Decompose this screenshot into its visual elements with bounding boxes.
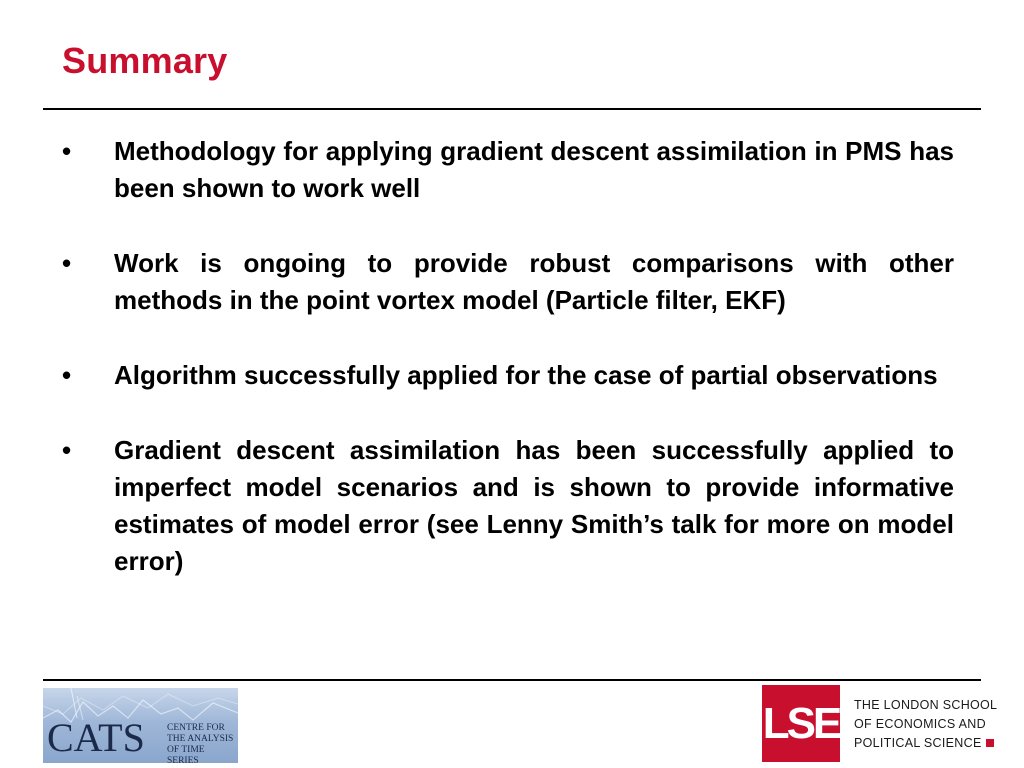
lse-line-3-text: POLITICAL SCIENCE: [854, 736, 982, 750]
bullet-marker: •: [62, 360, 72, 390]
cats-full-name: [167, 723, 237, 763]
cats-line-2: THE ANALYSIS: [167, 734, 234, 744]
bullet-text: Gradient descent assimilation has been successfully applied to imperfect model scenarios and is shown to provide informative estimates of model error (see Lenny Smith’s talk for more on model error): [114, 435, 954, 576]
list-item: [62, 432, 954, 580]
red-square-icon: [986, 739, 994, 747]
list-item: [62, 245, 954, 319]
cats-line-3: OF TIME SERIES: [167, 745, 205, 763]
bullet-marker: •: [62, 248, 72, 278]
bullet-marker: •: [62, 435, 72, 465]
cats-logo: [43, 688, 238, 763]
bullet-marker: •: [62, 136, 72, 166]
cats-line-1: CENTRE FOR: [167, 723, 225, 733]
list-item: [62, 357, 954, 394]
lse-line-2: OF ECONOMICS AND: [854, 717, 986, 731]
bottom-divider: [43, 679, 981, 681]
lse-logo-text: [854, 696, 998, 753]
cats-abbreviation: CATS: [47, 715, 145, 760]
lse-line-3: [854, 734, 994, 753]
list-item: [62, 133, 954, 207]
lse-line-1: THE LONDON SCHOOL: [854, 698, 998, 712]
bullet-text: Work is ongoing to provide robust comparisons with other methods in the point vortex model (Particle filter, EKF): [114, 248, 954, 315]
slide-title: Summary: [62, 40, 228, 81]
bullet-text: Methodology for applying gradient descent assimilation in PMS has been shown to work well: [114, 136, 954, 203]
top-divider: [43, 108, 981, 110]
lse-logo-mark: LSE: [762, 685, 840, 762]
bullet-list: [62, 133, 954, 618]
bullet-text: Algorithm successfully applied for the case of partial observations: [114, 360, 938, 390]
